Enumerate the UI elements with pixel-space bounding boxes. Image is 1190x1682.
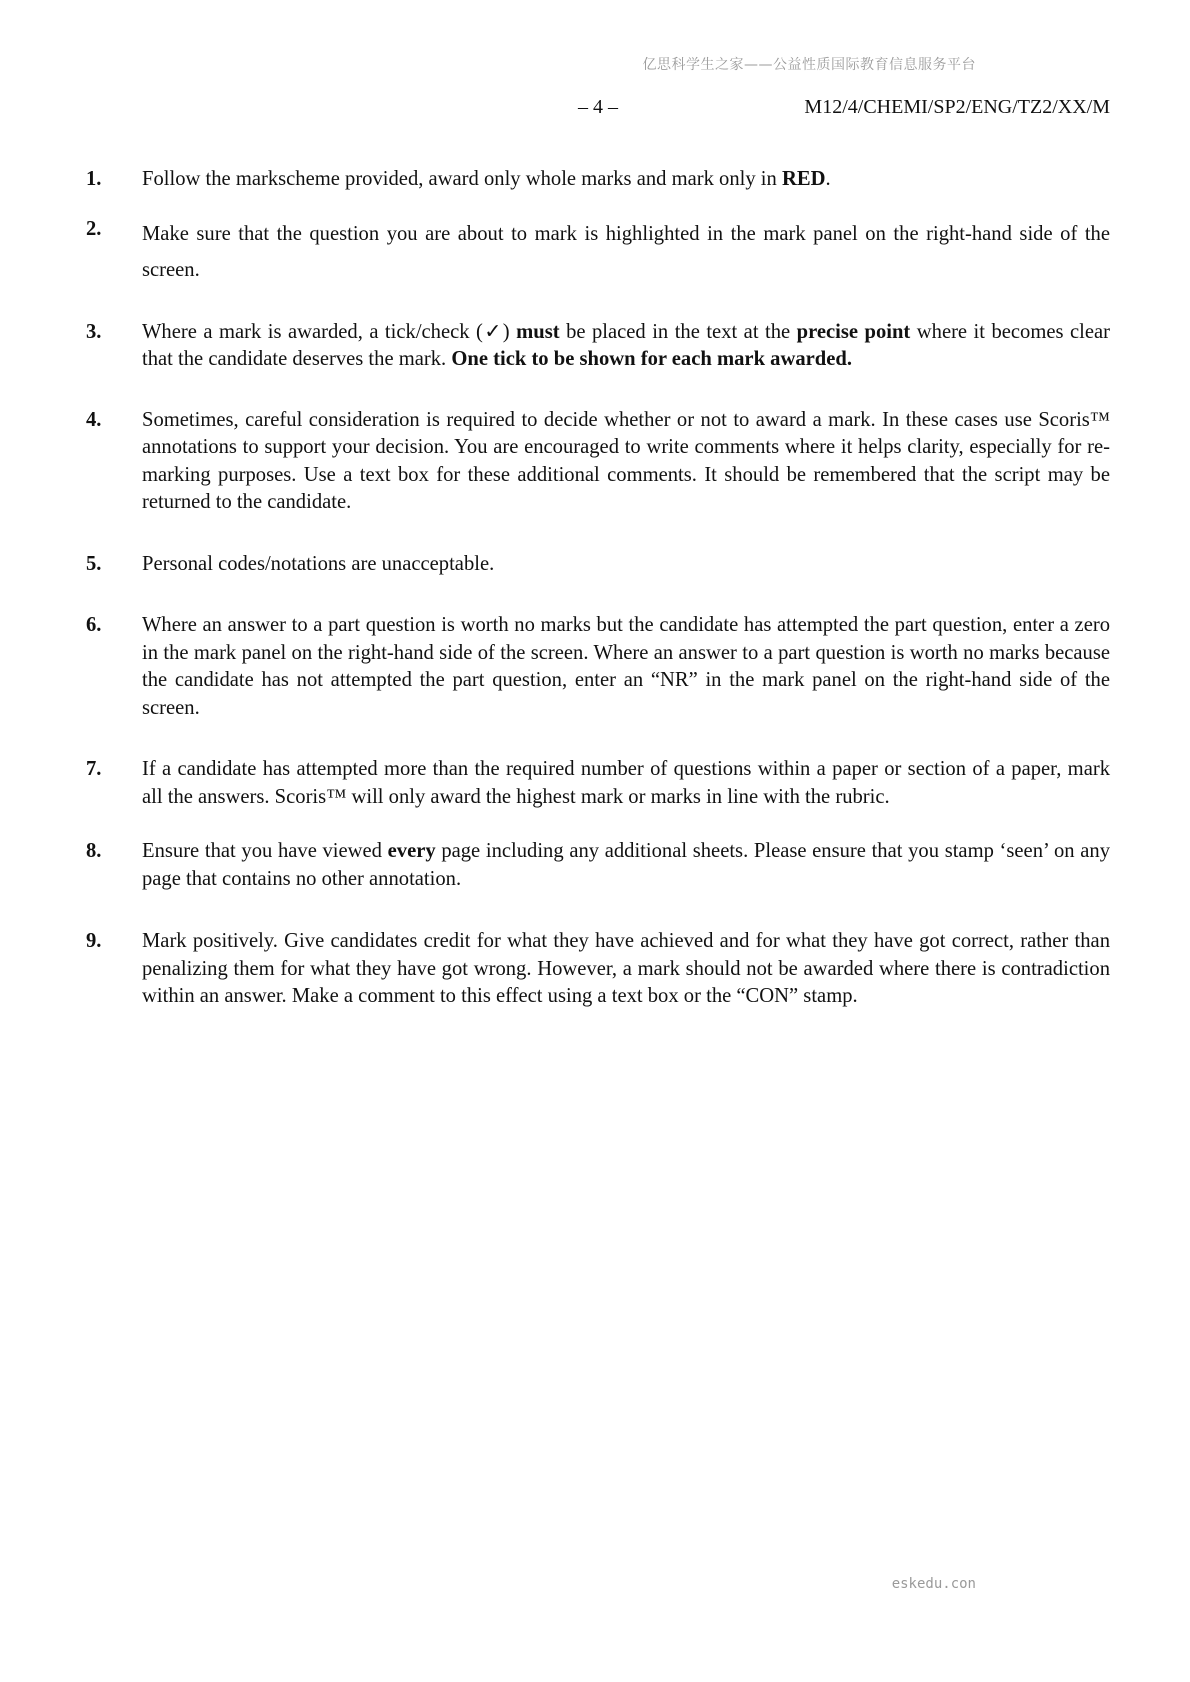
watermark-bottom: eskedu.con xyxy=(891,1576,976,1592)
watermark-top: 亿思科学生之家——公益性质国际教育信息服务平台 xyxy=(642,57,976,73)
rule-text: Where a mark is awarded, a tick/check (✓) must be placed in the text at the precise point where it becomes clear that the candidate deserves the mark. One tick to be shown for each mark awarded. xyxy=(142,320,1110,370)
rule-number: 4. xyxy=(86,408,102,431)
rule-item xyxy=(86,166,1110,194)
rule-text: Follow the markscheme provided, award only whole marks and mark only in RED. xyxy=(142,168,831,190)
rule-text: Make sure that the question you are about to mark is highlighted in the mark panel on the right-hand side of the screen. xyxy=(142,222,1110,281)
rule-item xyxy=(86,838,1110,893)
rule-item xyxy=(86,216,1110,288)
rule-item xyxy=(86,407,1110,517)
rule-text: Mark positively. Give candidates credit for what they have achieved and for what they have got correct, rather than penalizing them for what they have got wrong. However, a mark should not be awarded where there is contradiction within an answer. Make a comment to this effect using a text box or the “CON” stamp. xyxy=(142,930,1110,1007)
rule-item xyxy=(86,551,1110,579)
rule-text: Sometimes, careful consideration is required to decide whether or not to award a mark. In these cases use Scoris™ annotations to support your decision. You are encouraged to write comments where it helps clarity, especially for re-marking purposes. Use a text box for these additional comments. It should be remembered that the script may be returned to the candidate. xyxy=(142,408,1110,513)
rule-number: 2. xyxy=(86,217,102,240)
rule-number: 6. xyxy=(86,614,102,636)
rule-text: Ensure that you have viewed every page including any additional sheets. Please ensure that you stamp ‘seen’ on any page that contains no other annotation. xyxy=(142,840,1110,890)
marking-rules-list xyxy=(86,166,1110,1011)
rule-number: 8. xyxy=(86,840,102,862)
rule-number: 7. xyxy=(86,758,102,780)
rule-number: 3. xyxy=(86,320,102,343)
rule-text: Where an answer to a part question is worth no marks but the candidate has attempted the part question, enter a zero in the mark panel on the right-hand side of the screen. Where an answer to a part question is worth no marks because the candidate has not attempted the part question, enter an “NR” in the mark panel on the right-hand side of the screen. xyxy=(142,614,1110,719)
rule-text: Personal codes/notations are unacceptable. xyxy=(142,552,495,575)
rule-item xyxy=(86,612,1110,722)
rule-number: 5. xyxy=(86,552,102,575)
rule-item xyxy=(86,756,1110,811)
rule-number: 1. xyxy=(86,168,102,190)
page-number: – 4 – xyxy=(578,96,618,118)
rule-text: If a candidate has attempted more than the required number of questions within a paper or section of a paper, mark all the answers. Scoris™ will only award the highest mark or marks in line with the rubric. xyxy=(142,758,1110,808)
rule-item xyxy=(86,928,1110,1011)
rule-number: 9. xyxy=(86,930,102,952)
document-code: M12/4/CHEMI/SP2/ENG/TZ2/XX/M xyxy=(804,96,1110,118)
rule-item xyxy=(86,319,1110,374)
